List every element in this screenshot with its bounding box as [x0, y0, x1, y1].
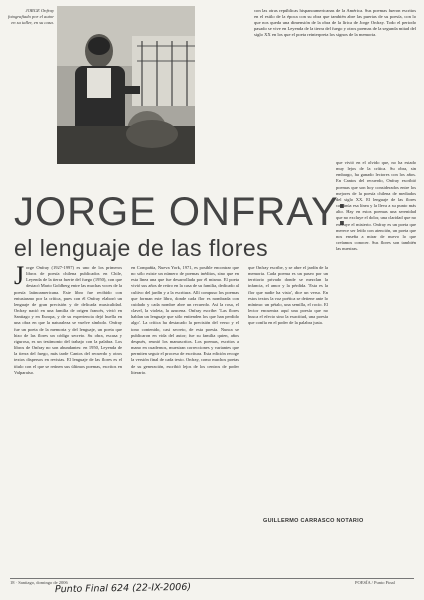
handwritten-note: Punto Final 624 (22-IX-2006)	[54, 581, 192, 596]
article-title: JORGE ONFRAY:	[14, 190, 349, 234]
body-column-3: que Onfray escribe, y se abre el jardín de la memoria. Cada poema es un paseo por un territorio privado donde se mezclan la infancia, el amor y la pérdida. 'Esta es la flor que nadie ha visto', dice un verso. En estos textos la voz poética se detiene ante lo mínimo: un pétalo, una semilla, el rocío. El lector encuentra aquí una poesía que no busca el efecto sino la exactitud, una poesía que confía en el poder de la palabra justa.	[248, 265, 328, 326]
drop-cap: J	[14, 261, 25, 290]
body-column-1	[14, 261, 123, 376]
photo-caption: JORGE Onfray fotografiado por el autor en su taller, en su casa.	[7, 8, 54, 25]
footer-section: POESÍA / Punto Final	[355, 580, 395, 585]
column-1-text: orge Onfray (1927-1997) es uno de los primeros libros de poesía chilena publicados en Chile, Leyenda de la tierra fuerte del fuego (1950), con que destacó Mario Goldberg entre las muchas voces de la poesía latinoamericana. Este libro fue recibido con entusiasmo por la crítica, pues con él Onfray elaboró un lenguaje de gran precisión y de delicada musicalidad. Onfray nació en una familia de origen francés, vivió en Santiago y en Europa, y de su experiencia dejó huella en una obra en que la naturaleza se vuelve símbolo. Onfray fue un poeta de la memoria y del lenguaje, un poeta que hizo de las flores un código secreto. Su obra, escasa y rigurosa, es un testimonio del trabajo con la palabra. Los libros de Onfray no son abundantes: en 1950, Leyenda de la tierra del fuego, más tarde Cantos del recuerdo y otros textos dispersos en revistas. El lenguaje de las flores es el título con el que se reúnen sus últimos poemas, escritos en Valparaíso.	[14, 265, 123, 375]
author-photo	[57, 6, 195, 164]
author-byline: GUILLERMO CARRASCO NOTARIO	[263, 518, 364, 524]
footer-divider	[10, 578, 414, 579]
body-column-2: en Compañía, Nueva York, 1971, es posible encontrar que no sólo existe un número de poemas inéditos, sino que en esta línea una que fue desarrollada por él mismo. El poeta vivió sus años de retiro en la casa de su familia, dedicado al cultivo del jardín y a la escritura. Allí compuso los poemas que forman este libro, donde cada flor es nombrada con cuidado y cada nombre abre un recuerdo. Así la rosa, el clavel, la violeta, la azucena. Onfray escribe: 'Las flores hablan un lenguaje que sólo entienden los que han perdido algo'. La crítica ha destacado la precisión del verso y el tono contenido, casi secreto, de esta poesía. Nunca se publicaron en vida del autor; fue su familia quien, años después, reunió los manuscritos. Los poemas, escritos a mano en cuadernos, muestran correcciones y variantes que permiten seguir el proceso de escritura. Esta edición recoge la versión final de cada texto. Onfray, como muchos poetas de su generación, escribió lejos de los centros de poder literario.	[131, 265, 239, 375]
article-subtitle: el lenguaje de las flores	[14, 235, 269, 261]
author-photo-image	[57, 6, 195, 164]
body-column-4: que vivió en el olvido que, no ha estado muy lejos de la crítica. Su obra, sin embargo, ha ganado lectores con los años. En Cantos del recuerdo, Onfray escribió poemas que son hoy considerados entre los mejores de la poesía chilena de mediados del siglo XX. El lenguaje de las flores continúa esa línea y la lleva a su punto más alto. Hay en estos poemas una serenidad que no excluye el dolor, una claridad que no excluye el misterio. Onfray es un poeta que merece ser leído con atención, un poeta que nos enseña a mirar de nuevo lo que creíamos conocer. Sus flores son también las nuestras.	[336, 160, 416, 252]
footer-folio: 18 · Santiago, domingo de 2006	[10, 580, 68, 585]
top-right-column: con las otras repúblicas hispanoamericanas de la América. Sus poemas fueron escritos en el estilo de la época con su obra que también abre las puertas de su poesía, con lo que nos queda una dimensión de la obra de la lírica de Jorge Onfray. Todo el periodo pasado se vive en Leyenda de la tierra del fuego y otros poemas de la segunda mitad del siglo XX en los que el poeta reinterpreta los signos de la memoria.	[254, 8, 416, 38]
